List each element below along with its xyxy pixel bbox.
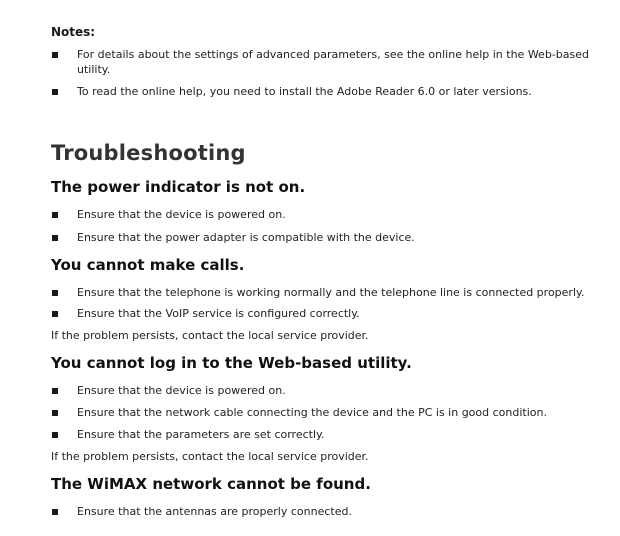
notes-item: To read the online help, you need to install the Adobe Reader 6.0 or later versions.	[51, 84, 591, 99]
paragraph-note: If the problem persists, contact the local service provider.	[51, 329, 369, 342]
bullet-square-icon	[52, 509, 58, 515]
bullet-square-icon	[52, 410, 58, 416]
list-item: Ensure that the telephone is working normally and the telephone line is connected properly.	[51, 285, 591, 300]
list-item: Ensure that the VoIP service is configured correctly.	[51, 306, 591, 321]
list-item: Ensure that the antennas are properly connected.	[51, 504, 591, 519]
bullet-square-icon	[52, 290, 58, 296]
bullet-square-icon	[52, 89, 58, 95]
list-item: Ensure that the parameters are set correctly.	[51, 427, 591, 442]
bullet-square-icon	[52, 235, 58, 241]
list-item: Ensure that the device is powered on.	[51, 207, 591, 222]
section-title: Troubleshooting	[51, 141, 246, 165]
paragraph-note: If the problem persists, contact the local service provider.	[51, 450, 369, 463]
bullet-square-icon	[52, 388, 58, 394]
subsection-heading: You cannot log in to the Web-based utility.	[51, 354, 412, 372]
bullet-square-icon	[52, 52, 58, 58]
bullet-square-icon	[52, 311, 58, 317]
bullet-square-icon	[52, 432, 58, 438]
list-item: Ensure that the device is powered on.	[51, 383, 591, 398]
list-item: Ensure that the power adapter is compatible with the device.	[51, 230, 591, 245]
bullet-square-icon	[52, 212, 58, 218]
list-item: Ensure that the network cable connecting the device and the PC is in good condition.	[51, 405, 591, 420]
subsection-heading: The power indicator is not on.	[51, 178, 306, 196]
subsection-heading: The WiMAX network cannot be found.	[51, 475, 371, 493]
notes-title: Notes:	[51, 25, 96, 39]
subsection-heading: You cannot make calls.	[51, 256, 245, 274]
notes-item: For details about the settings of advanced parameters, see the online help in the Web-based utility.	[51, 47, 591, 77]
